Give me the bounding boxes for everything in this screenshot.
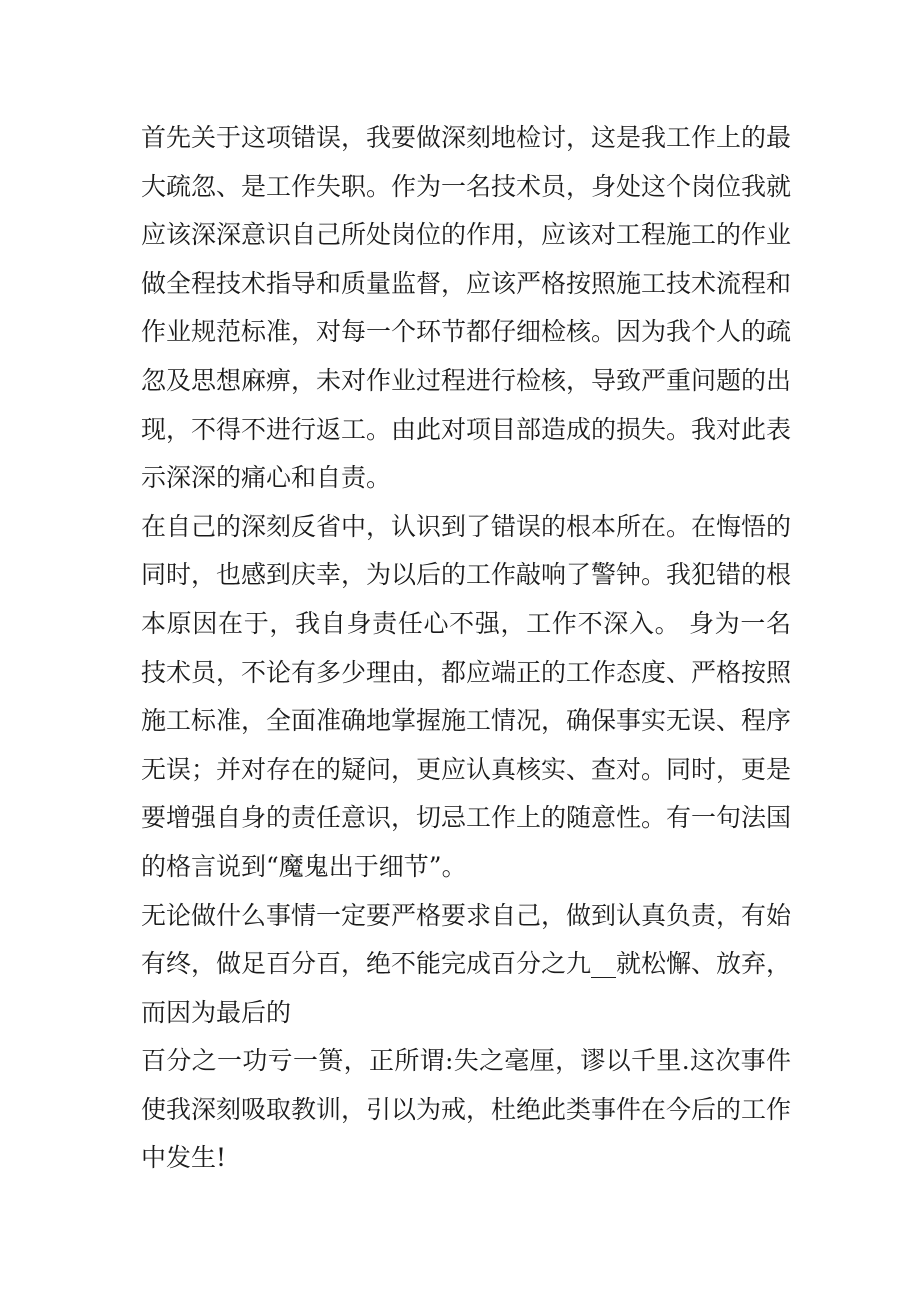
- text-line: 示深深的痛心和自责。: [141, 463, 392, 493]
- text-line: 要增强自身的责任意识，切忌工作上的随意性。有一句法国: [141, 803, 792, 833]
- text-line: 作业规范标准，对每一个环节都仔细检核。因为我个人的疏: [141, 317, 792, 347]
- text-line: 现，不得不进行返工。由此对项目部造成的损失。我对此表: [141, 414, 792, 444]
- text-line: 使我深刻吸取教训，引以为戒，杜绝此类事件在今后的工作: [141, 1094, 792, 1124]
- text-line: 中发生!: [141, 1143, 227, 1173]
- text-line: 应该深深意识自己所处岗位的作用，应该对工程施工的作业: [141, 220, 792, 250]
- text-line: 首先关于这项错误，我要做深刻地检讨，这是我工作上的最: [141, 123, 792, 152]
- text-line: 本原因在于，我自身责任心不强，工作不深入。 身为一名: [141, 608, 791, 638]
- text-line: 做全程技术指导和质量监督，应该严格按照施工技术流程和: [141, 268, 792, 298]
- text-line: 有终，做足百分百，绝不能完成百分之九__就松懈、放弃，: [141, 949, 792, 979]
- text-line: 技术员，不论有多少理由，都应端正的工作态度、严格按照: [141, 657, 792, 687]
- text-line: 大疏忽、是工作失职。作为一名技术员，身处这个岗位我就: [141, 171, 792, 201]
- document-body: [141, 114, 791, 1183]
- text-line: 百分之一功亏一篑，正所谓:失之毫厘，谬以千里.这次事件: [141, 1046, 791, 1076]
- text-line: 在自己的深刻反省中，认识到了错误的根本所在。在悔悟的: [141, 511, 792, 541]
- text-line: 而因为最后的: [141, 997, 292, 1027]
- text-line: 同时，也感到庆幸，为以后的工作敲响了警钟。我犯错的根: [141, 560, 792, 590]
- text-line: 的格言说到“魔鬼出于细节”。: [141, 851, 467, 881]
- text-line: 忽及思想麻痹，未对作业过程进行检核，导致严重问题的出: [141, 365, 792, 395]
- text-line: 无误；并对存在的疑问，更应认真核实、查对。同时，更是: [141, 754, 792, 784]
- text-line: 施工标准，全面准确地掌握施工情况，确保事实无误、程序: [141, 706, 792, 736]
- text-line: 无论做什么事情一定要严格要求自己，做到认真负责，有始: [141, 900, 792, 930]
